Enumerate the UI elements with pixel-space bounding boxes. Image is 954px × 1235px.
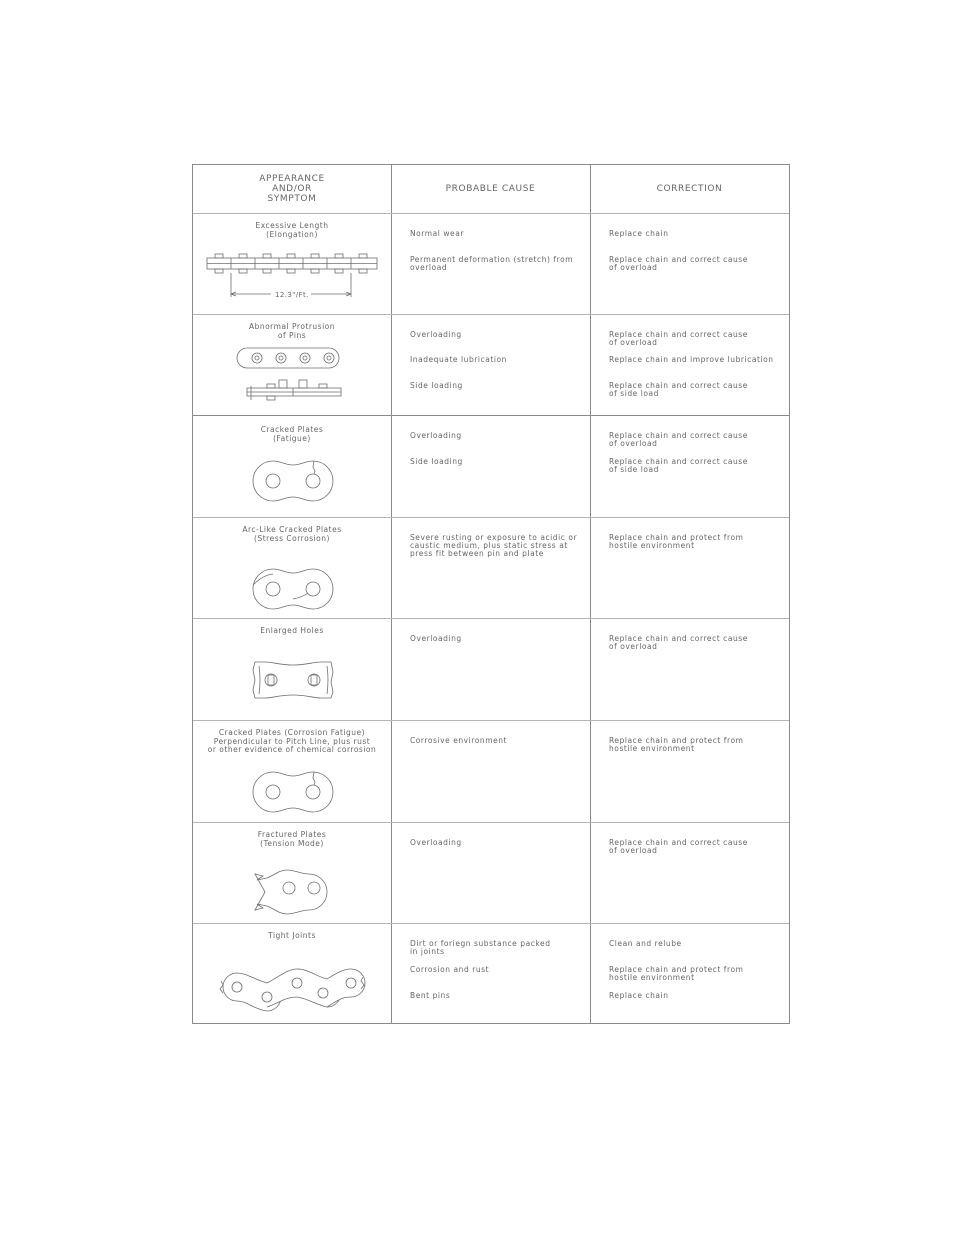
symptom-label: Tight Joints xyxy=(268,931,316,940)
symptom-label: Cracked Plates (Fatigue) xyxy=(260,425,324,443)
correction-text: Replace chain and correct cause of overload xyxy=(609,255,748,272)
symptom-label: Enlarged Holes xyxy=(260,626,324,635)
elongated-chain-figure xyxy=(193,251,391,305)
enlarged-holes-figure xyxy=(193,656,391,706)
cause-text: Permanent deformation (stretch) from overload xyxy=(410,255,574,272)
table-row xyxy=(193,618,789,720)
cause-text: Overloading xyxy=(410,838,462,847)
symptom-label: Arc-Like Cracked Plates (Stress Corrosion) xyxy=(242,525,342,543)
table-row xyxy=(193,213,789,314)
symptom-label: Excessive Length (Elongation) xyxy=(255,221,329,239)
table-row xyxy=(193,822,789,923)
fatigue-cracked-plate-figure xyxy=(193,457,391,507)
symptom-label: Cracked Plates (Corrosion Fatigue) Perpendicular to Pitch Line, plus rust or other evidence of chemical corrosion xyxy=(207,728,377,754)
cause-text: Corrosion and rust xyxy=(410,965,490,974)
cause-text: Side loading xyxy=(410,381,463,390)
cause-text: Bent pins xyxy=(410,991,451,1000)
correction-text: Replace chain and improve lubrication xyxy=(609,355,774,364)
corrosion-fatigue-plate-figure xyxy=(193,770,391,816)
correction-text: Replace chain and correct cause of overload xyxy=(609,838,748,855)
correction-text: Replace chain and correct cause of side load xyxy=(609,381,748,398)
header-appearance: APPEARANCE AND/OR SYMPTOM xyxy=(259,174,325,204)
table-row xyxy=(193,517,789,618)
correction-text: Replace chain xyxy=(609,991,669,1000)
table-row xyxy=(193,923,789,1024)
correction-text: Replace chain and correct cause of overload xyxy=(609,431,748,448)
table-row xyxy=(193,720,789,822)
troubleshooting-table xyxy=(192,164,790,1024)
cause-text: Severe rusting or exposure to acidic or caustic medium, plus static stress at press fit between pin and plate xyxy=(410,533,578,558)
fractured-plate-figure xyxy=(193,864,391,914)
protruding-pins-figure xyxy=(193,344,391,409)
correction-text: Replace chain and correct cause of overload xyxy=(609,634,748,651)
correction-text: Replace chain and protect from hostile environment xyxy=(609,965,744,982)
header-correction: CORRECTION xyxy=(656,184,723,194)
correction-text: Replace chain and protect from hostile environment xyxy=(609,736,744,753)
cause-text: Inadequate lubrication xyxy=(410,355,507,364)
cause-text: Overloading xyxy=(410,330,462,339)
header-probable-cause: PROBABLE CAUSE xyxy=(445,184,536,194)
elongation-dimension-label: 12.3"/Ft. xyxy=(275,291,309,299)
correction-text: Replace chain xyxy=(609,229,669,238)
cause-text: Overloading xyxy=(410,634,462,643)
correction-text: Clean and relube xyxy=(609,939,682,948)
tight-joints-chain-figure xyxy=(193,963,391,1023)
cause-text: Dirt or foriegn substance packed in joints xyxy=(410,939,551,956)
correction-text: Replace chain and correct cause of overload xyxy=(609,330,748,347)
table-row xyxy=(193,415,789,517)
cause-text: Overloading xyxy=(410,431,462,440)
cause-text: Corrosive environment xyxy=(410,736,508,745)
cause-text: Normal wear xyxy=(410,229,464,238)
correction-text: Replace chain and correct cause of side load xyxy=(609,457,748,474)
stress-corrosion-plate-figure xyxy=(193,567,391,613)
table-row xyxy=(193,314,789,415)
symptom-label: Fractured Plates (Tension Mode) xyxy=(257,830,327,848)
correction-text: Replace chain and protect from hostile environment xyxy=(609,533,744,550)
cause-text: Side loading xyxy=(410,457,463,466)
symptom-label: Abnormal Protrusion of Pins xyxy=(248,322,336,340)
